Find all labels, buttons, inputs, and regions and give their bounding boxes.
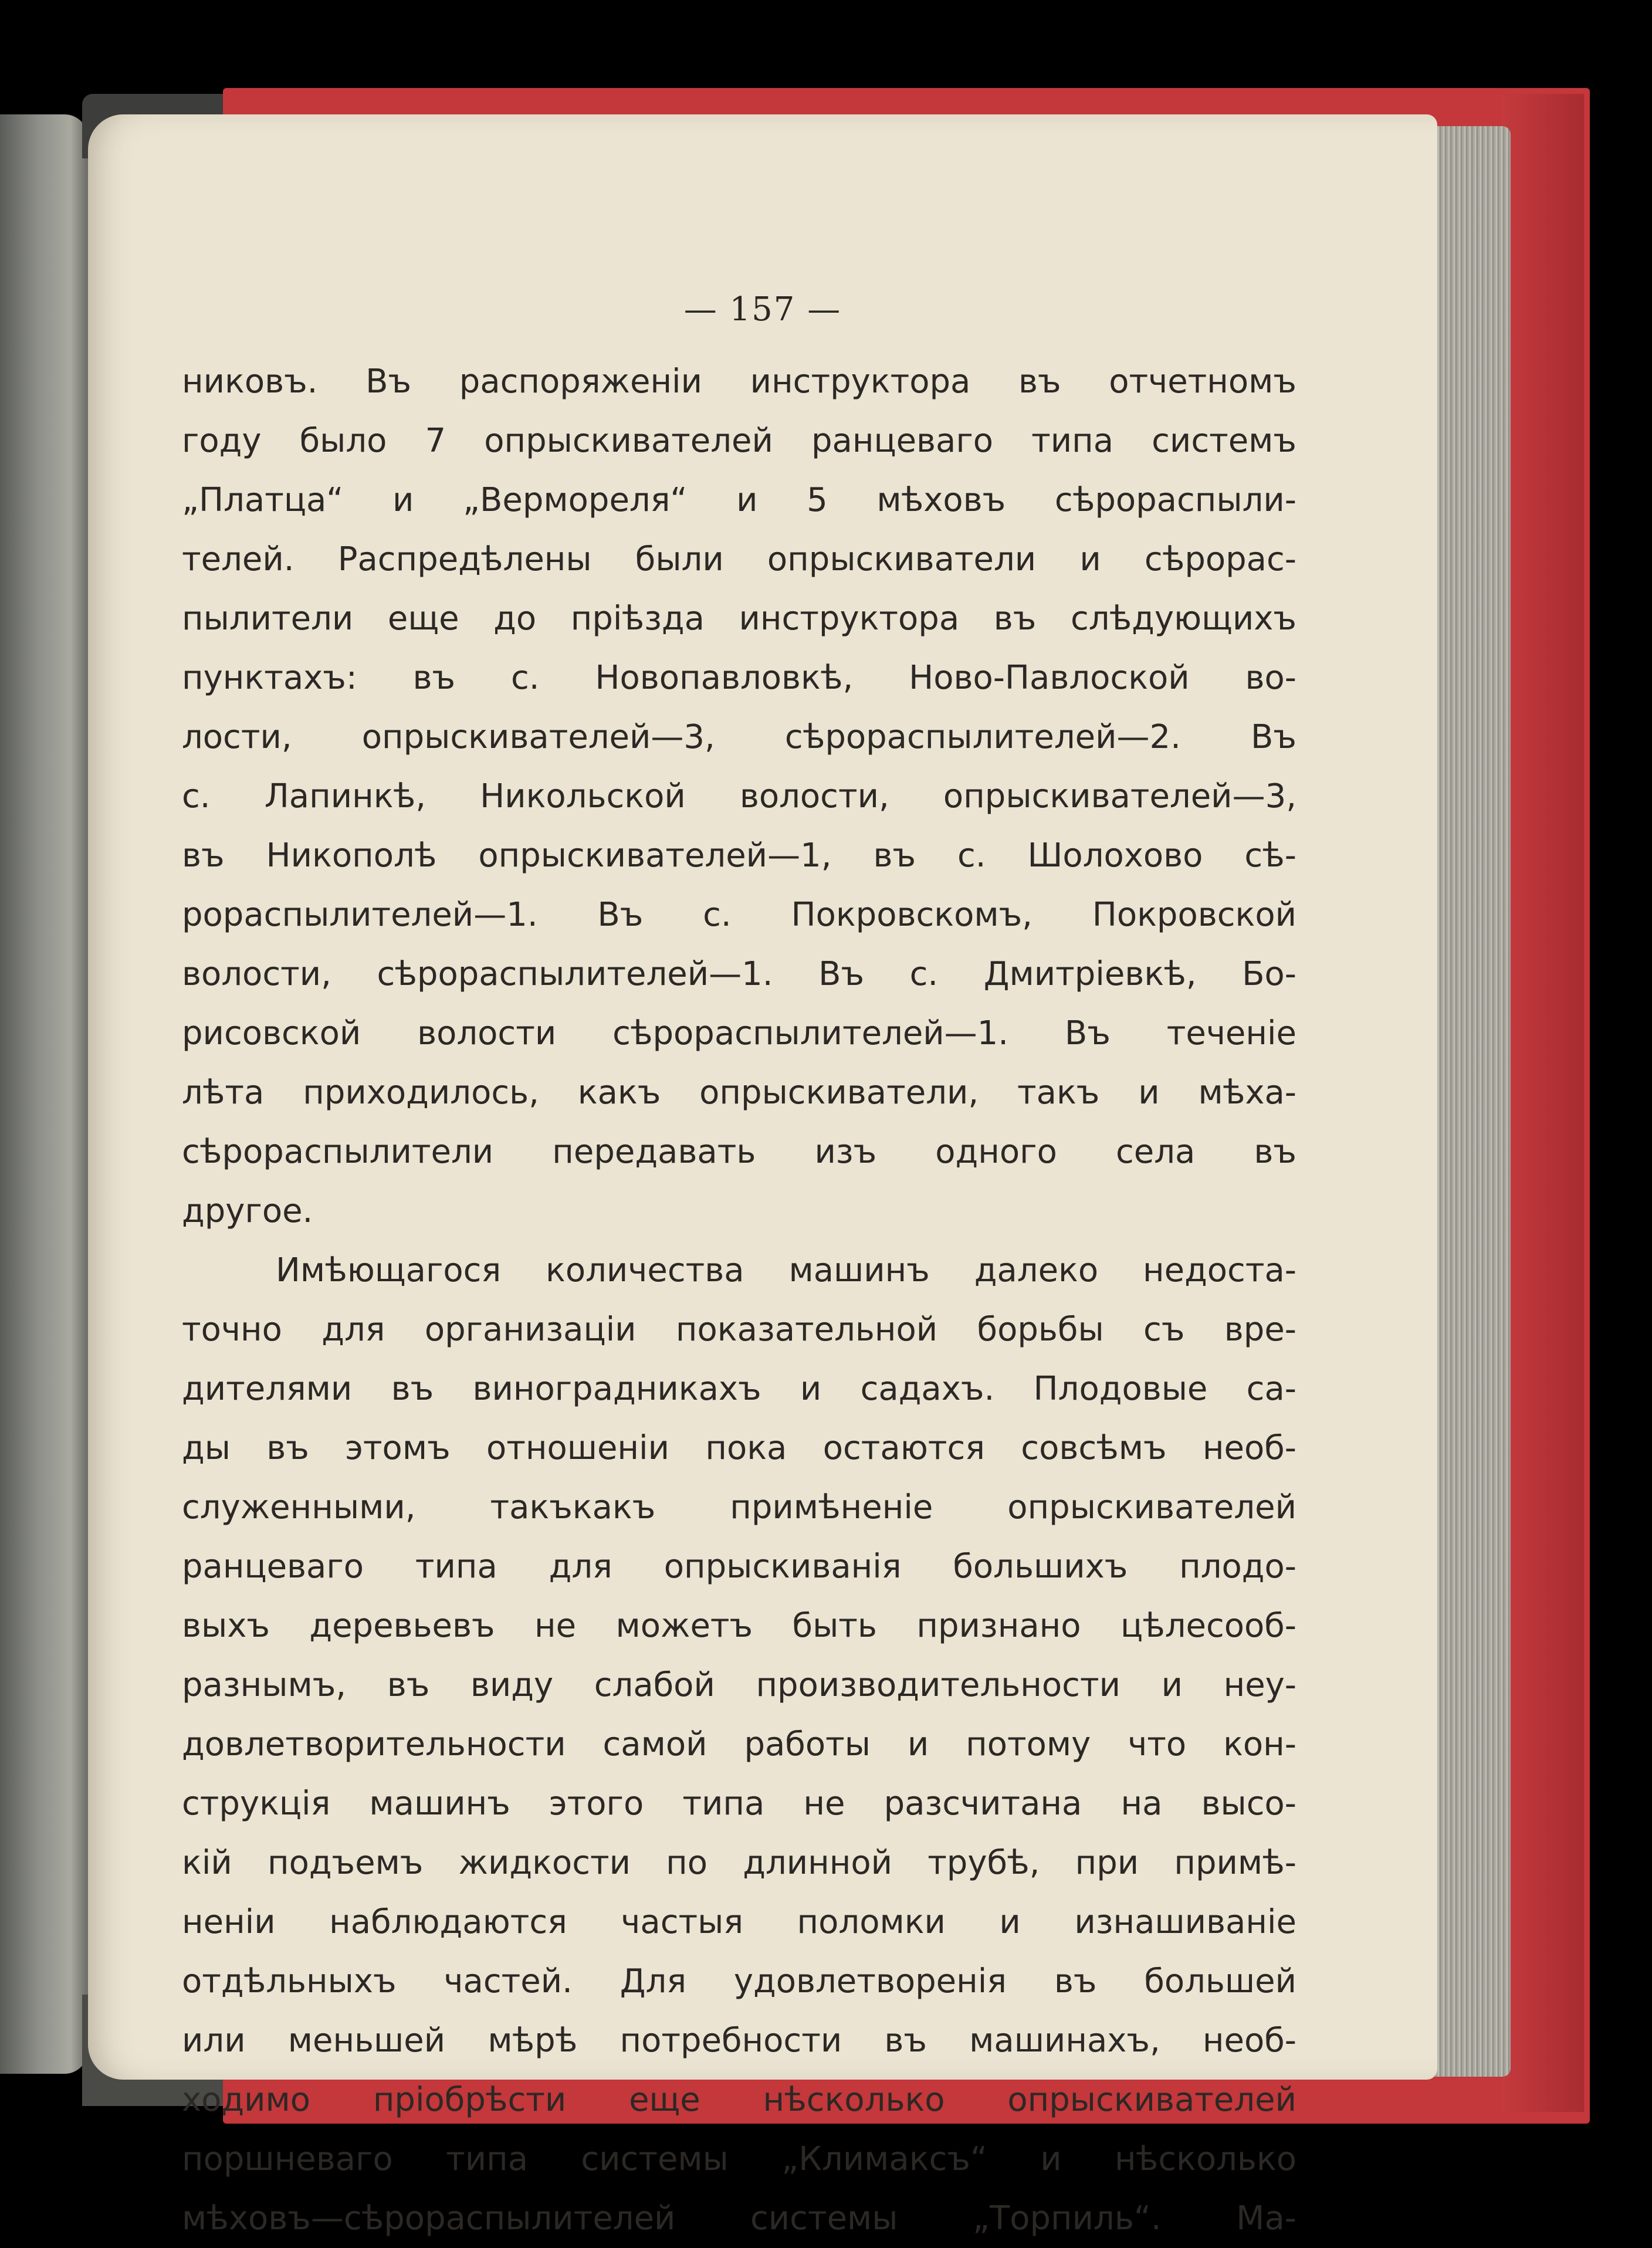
paragraph-first-line: Имѣющагося количества машинъ далеко недоста- [276,1251,1296,1289]
text-line: с. Лапинкѣ, Никольской волости, опрыскивателей—3, [182,777,1296,815]
text-line: или меньшей мѣрѣ потребности въ машинахъ, необ- [182,2022,1296,2060]
page-stack-edges [1431,126,1511,2077]
text-line: неніи наблюдаются частыя поломки и изнашиваніе [182,1903,1296,1941]
page-body-text [182,352,1296,2248]
facing-page-edge [0,114,88,2074]
text-line: въ Никополѣ опрыскивателей—1, въ с. Шолохово сѣ- [182,837,1296,875]
text-line: служенными, такъкакъ примѣненіе опрыскивателей [182,1488,1296,1526]
text-line: поршневаго типа системы „Климаксъ“ и нѣсколько [182,2140,1296,2178]
text-line: сѣрораспылители передавать изъ одного села въ [182,1133,1296,1171]
text-line: рисовской волости сѣрораспылителей—1. Въ теченіе [182,1014,1296,1052]
text-line: кій подъемъ жидкости по длинной трубѣ, при примѣ- [182,1844,1296,1882]
text-line: дителями въ виноградникахъ и садахъ. Плодовые са- [182,1370,1296,1408]
text-line: волости, сѣрораспылителей—1. Въ с. Дмитріевкѣ, Бо- [182,955,1296,993]
text-line: довлетворительности самой работы и потому что кон- [182,1725,1296,1763]
text-line: никовъ. Въ распоряженіи инструктора въ отчетномъ [182,363,1296,401]
book-cover-edge [1502,94,1584,2112]
text-line: ды въ этомъ отношеніи пока остаются совсѣмъ необ- [182,1429,1296,1467]
text-line: другое. [182,1192,313,1230]
text-line: пунктахъ: въ с. Новопавловкѣ, Ново-Павлоской во- [182,659,1296,697]
text-line: лости, опрыскивателей—3, сѣрораспылителей—2. Въ [182,718,1296,756]
text-line: разнымъ, въ виду слабой производительности и неу- [182,1666,1296,1704]
page-number: — 157 — [683,290,842,329]
text-line: выхъ деревьевъ не можетъ быть признано цѣлесооб- [182,1607,1296,1645]
text-line: ранцеваго типа для опрыскиванія большихъ плодо- [182,1548,1296,1586]
text-line: лѣта приходилось, какъ опрыскиватели, такъ и мѣха- [182,1074,1296,1112]
text-line: мѣховъ—сѣрораспылителей системы „Торпиль“. Ма- [182,2199,1296,2237]
text-line: струкція машинъ этого типа не разсчитана на высо- [182,1785,1296,1823]
text-line: ходимо пріобрѣсти еще нѣсколько опрыскивателей [182,2081,1296,2119]
text-line: телей. Распредѣлены были опрыскиватели и сѣрорас- [182,540,1296,578]
text-line: пылители еще до пріѣзда инструктора въ слѣдующихъ [182,600,1296,638]
text-line: „Платца“ и „Вермореля“ и 5 мѣховъ сѣрораспыли- [182,481,1296,519]
text-line: точно для организаціи показательной борьбы съ вре- [182,1311,1296,1349]
text-line: отдѣльныхъ частей. Для удовлетворенія въ большей [182,1962,1296,2000]
text-line: рораспылителей—1. Въ с. Покровскомъ, Покровской [182,896,1296,934]
book-page [88,114,1437,2237]
text-line: году было 7 опрыскивателей ранцеваго типа системъ [182,422,1296,460]
